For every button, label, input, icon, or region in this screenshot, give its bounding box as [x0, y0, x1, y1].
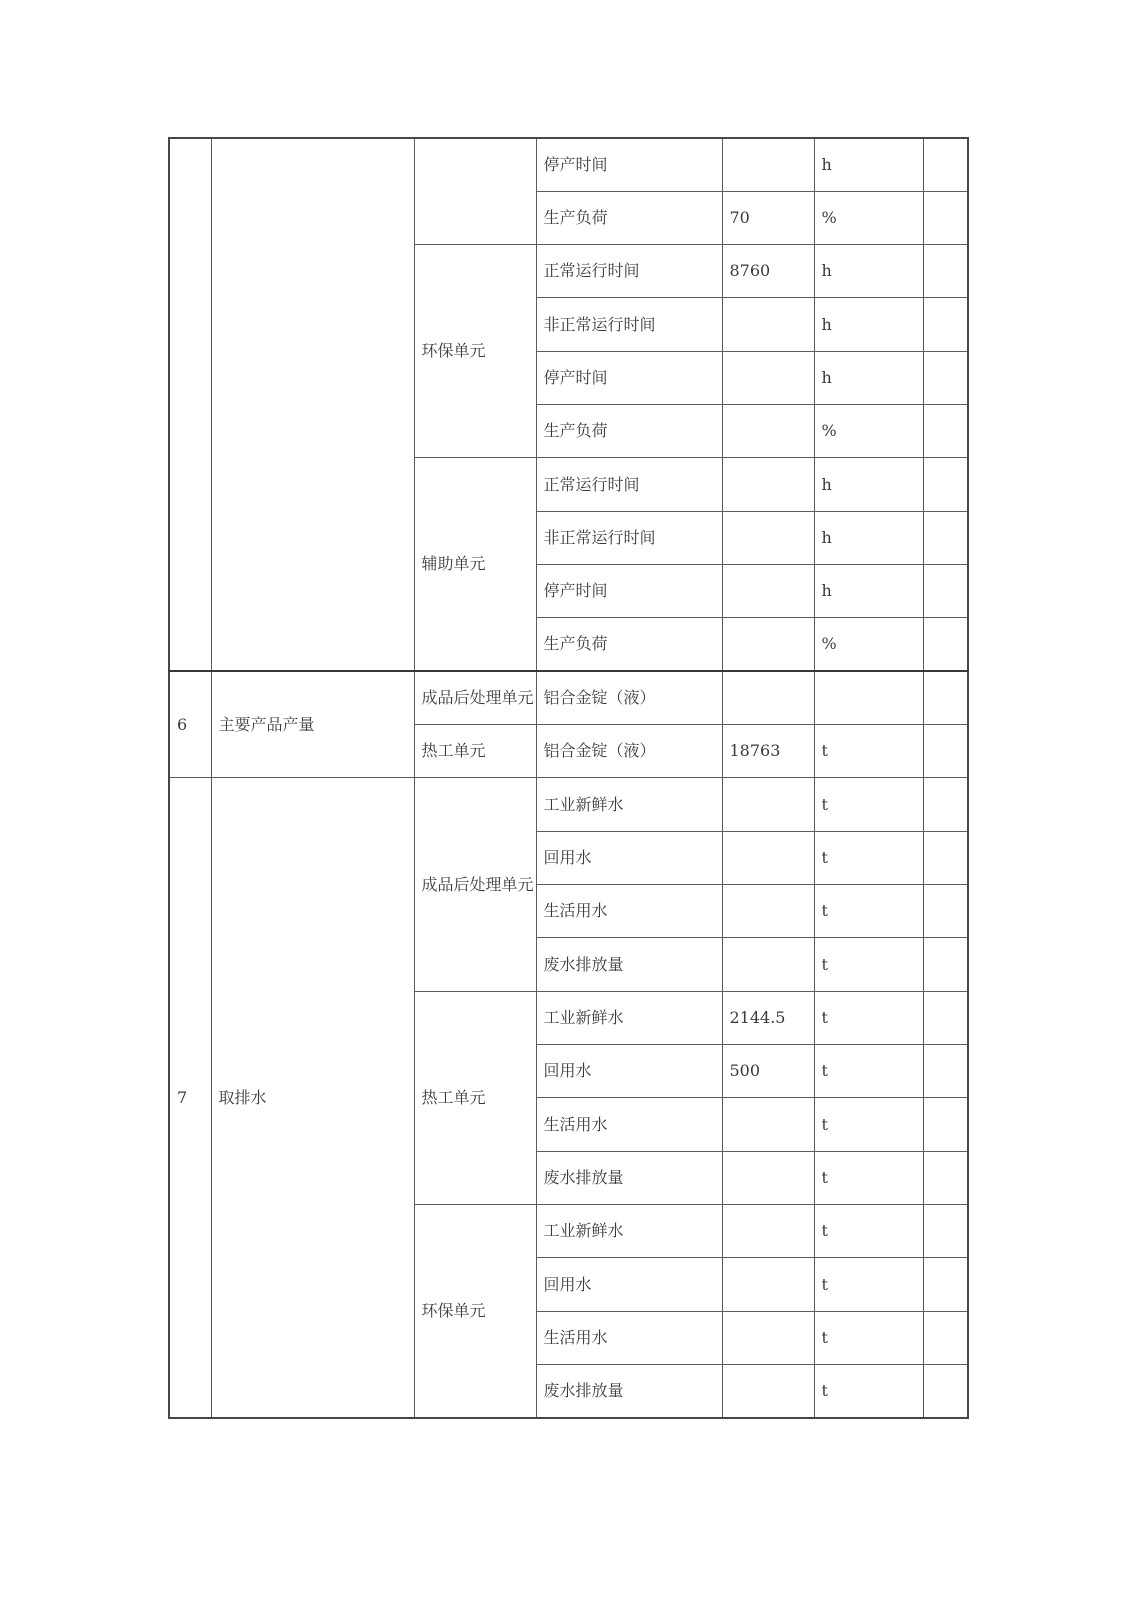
value-cell: [722, 458, 814, 511]
remark-cell: [923, 991, 968, 1044]
item-cell: 废水排放量: [536, 1365, 722, 1418]
value-cell: [722, 618, 814, 671]
unit-cell: t: [814, 1205, 923, 1258]
unit-cell: t: [814, 1045, 923, 1098]
remark-cell: [923, 938, 968, 991]
unit-cell: t: [814, 1258, 923, 1311]
remark-cell: [923, 1258, 968, 1311]
unit-group-cell: 成品后处理单元: [414, 778, 536, 991]
value-cell: 500: [722, 1045, 814, 1098]
value-cell: [722, 831, 814, 884]
item-cell: 工业新鲜水: [536, 1205, 722, 1258]
unit-cell: t: [814, 725, 923, 778]
value-cell: [722, 938, 814, 991]
item-cell: 停产时间: [536, 138, 722, 191]
item-cell: 铝合金锭（液）: [536, 725, 722, 778]
item-cell: 停产时间: [536, 351, 722, 404]
unit-cell: t: [814, 1365, 923, 1418]
item-cell: 回用水: [536, 1045, 722, 1098]
remark-cell: [923, 831, 968, 884]
remark-cell: [923, 565, 968, 618]
value-cell: [722, 1311, 814, 1364]
item-cell: 铝合金锭（液）: [536, 671, 722, 724]
remark-cell: [923, 458, 968, 511]
remark-cell: [923, 1045, 968, 1098]
unit-cell: t: [814, 885, 923, 938]
unit-cell: %: [814, 405, 923, 458]
item-cell: 生活用水: [536, 1311, 722, 1364]
item-cell: 回用水: [536, 1258, 722, 1311]
remark-cell: [923, 671, 968, 724]
remark-cell: [923, 191, 968, 244]
remark-cell: [923, 1311, 968, 1364]
unit-cell: h: [814, 351, 923, 404]
table-row: [169, 671, 968, 724]
value-cell: [722, 671, 814, 724]
item-cell: 生产负荷: [536, 618, 722, 671]
remark-cell: [923, 405, 968, 458]
remark-cell: [923, 298, 968, 351]
unit-group-cell: [414, 138, 536, 245]
unit-cell: t: [814, 1311, 923, 1364]
remark-cell: [923, 511, 968, 564]
item-cell: 废水排放量: [536, 938, 722, 991]
unit-cell: [814, 671, 923, 724]
remark-cell: [923, 618, 968, 671]
unit-group-cell: 环保单元: [414, 245, 536, 458]
category-cell: [211, 138, 414, 671]
table-row: [169, 138, 968, 191]
item-cell: 生活用水: [536, 1098, 722, 1151]
unit-cell: h: [814, 138, 923, 191]
remark-cell: [923, 1098, 968, 1151]
item-cell: 非正常运行时间: [536, 298, 722, 351]
item-cell: 正常运行时间: [536, 458, 722, 511]
value-cell: [722, 1205, 814, 1258]
unit-cell: %: [814, 618, 923, 671]
item-cell: 正常运行时间: [536, 245, 722, 298]
row-index-cell: [169, 138, 211, 671]
value-cell: 8760: [722, 245, 814, 298]
table-row: [169, 778, 968, 831]
unit-group-cell: 成品后处理单元: [414, 671, 536, 724]
category-cell: 取排水: [211, 778, 414, 1418]
item-cell: 停产时间: [536, 565, 722, 618]
unit-group-cell: 热工单元: [414, 991, 536, 1204]
remark-cell: [923, 725, 968, 778]
unit-cell: h: [814, 458, 923, 511]
value-cell: [722, 351, 814, 404]
row-index-cell: 6: [169, 671, 211, 778]
value-cell: [722, 405, 814, 458]
value-cell: [722, 298, 814, 351]
unit-cell: h: [814, 298, 923, 351]
remark-cell: [923, 138, 968, 191]
remark-cell: [923, 245, 968, 298]
item-cell: 生产负荷: [536, 191, 722, 244]
value-cell: [722, 885, 814, 938]
unit-cell: h: [814, 245, 923, 298]
item-cell: 工业新鲜水: [536, 991, 722, 1044]
value-cell: 2144.5: [722, 991, 814, 1044]
item-cell: 废水排放量: [536, 1151, 722, 1204]
unit-cell: %: [814, 191, 923, 244]
item-cell: 回用水: [536, 831, 722, 884]
value-cell: [722, 1151, 814, 1204]
unit-cell: t: [814, 1098, 923, 1151]
remark-cell: [923, 778, 968, 831]
unit-cell: h: [814, 565, 923, 618]
value-cell: [722, 1365, 814, 1418]
unit-cell: t: [814, 938, 923, 991]
item-cell: 工业新鲜水: [536, 778, 722, 831]
unit-cell: t: [814, 778, 923, 831]
unit-cell: t: [814, 991, 923, 1044]
unit-cell: h: [814, 511, 923, 564]
remark-cell: [923, 1365, 968, 1418]
remark-cell: [923, 1205, 968, 1258]
remark-cell: [923, 885, 968, 938]
category-cell: 主要产品产量: [211, 671, 414, 778]
unit-group-cell: 环保单元: [414, 1205, 536, 1418]
unit-cell: t: [814, 831, 923, 884]
value-cell: [722, 138, 814, 191]
table-body: [169, 138, 968, 1418]
value-cell: [722, 778, 814, 831]
item-cell: 生活用水: [536, 885, 722, 938]
value-cell: 18763: [722, 725, 814, 778]
value-cell: [722, 1098, 814, 1151]
item-cell: 生产负荷: [536, 405, 722, 458]
row-index-cell: 7: [169, 778, 211, 1418]
value-cell: [722, 1258, 814, 1311]
remark-cell: [923, 351, 968, 404]
unit-group-cell: 热工单元: [414, 725, 536, 778]
unit-group-cell: 辅助单元: [414, 458, 536, 671]
value-cell: [722, 511, 814, 564]
value-cell: 70: [722, 191, 814, 244]
report-table: [168, 137, 969, 1419]
item-cell: 非正常运行时间: [536, 511, 722, 564]
value-cell: [722, 565, 814, 618]
remark-cell: [923, 1151, 968, 1204]
unit-cell: t: [814, 1151, 923, 1204]
